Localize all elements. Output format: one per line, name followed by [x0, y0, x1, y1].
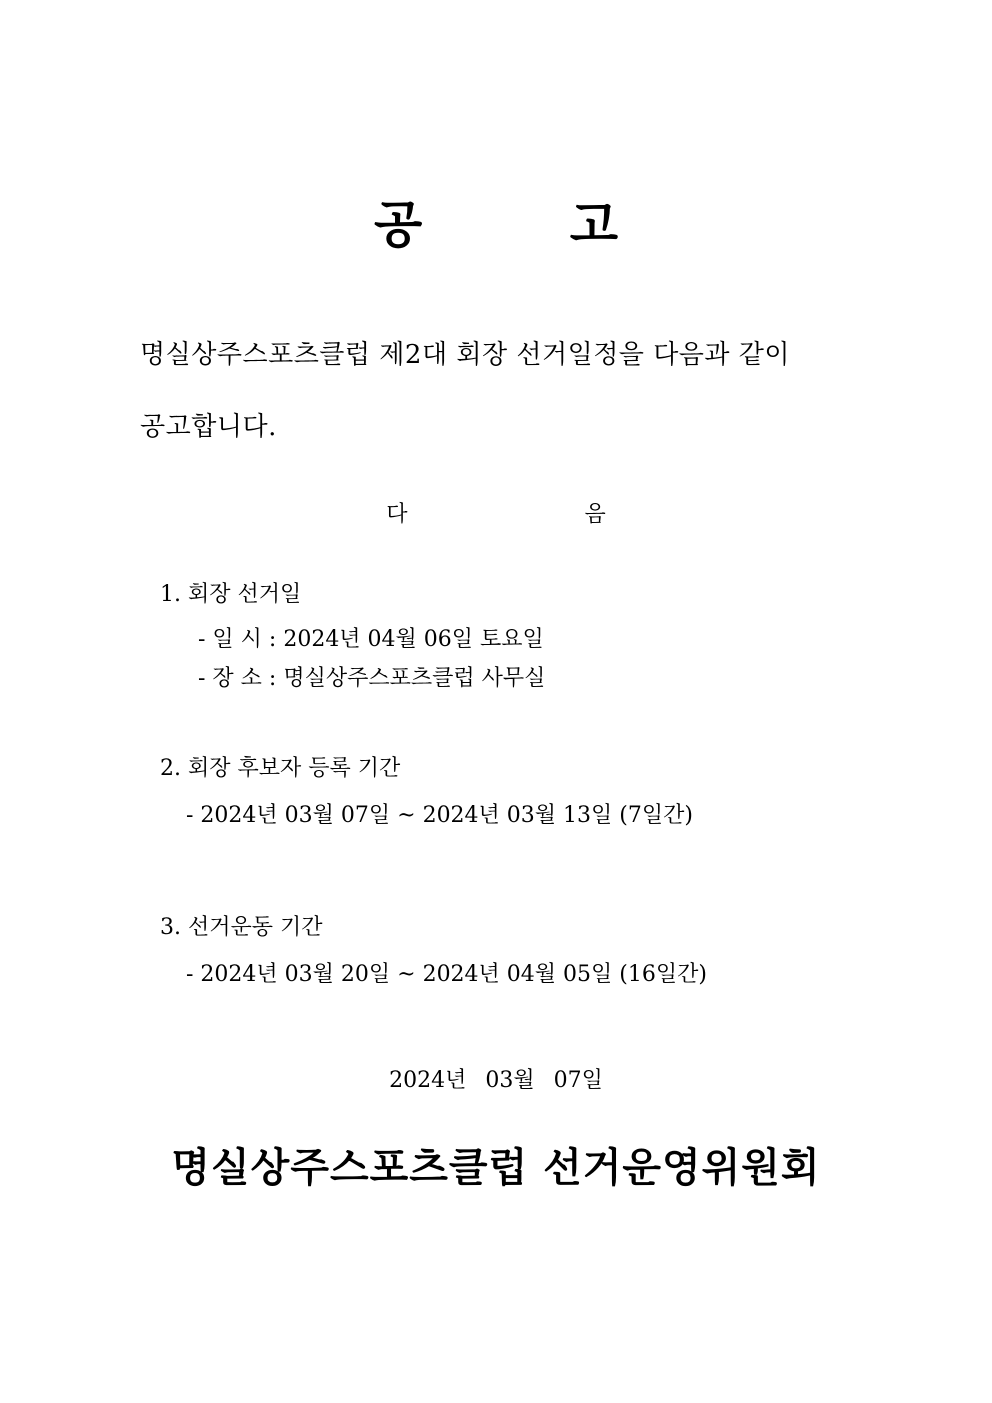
announcement-date: 2024년 03월 07일 [389, 1068, 603, 1093]
intro-line-2: 공고합니다. [140, 412, 277, 442]
item-3-line-period: - 2024년 03월 20일 ~ 2024년 04월 05일 (16일간) [186, 962, 707, 987]
item-2-heading: 2. 회장 후보자 등록 기간 [160, 756, 401, 781]
item-2-line-period: - 2024년 03월 07일 ~ 2024년 03월 13일 (7일간) [186, 803, 693, 828]
item-1-heading: 1. 회장 선거일 [160, 582, 302, 607]
page-title: 공 고 [373, 195, 618, 254]
item-3-heading: 3. 선거운동 기간 [160, 915, 323, 940]
section-marker: 다 음 [386, 502, 606, 527]
item-1-line-date: - 일 시 : 2024년 04월 06일 토요일 [198, 627, 544, 652]
intro-line-1: 명실상주스포츠클럽 제2대 회장 선거일정을 다음과 같이 [140, 340, 791, 370]
item-1-line-place: - 장 소 : 명실상주스포츠클럽 사무실 [198, 666, 546, 691]
organization-name: 명실상주스포츠클럽 선거운영위원회 [171, 1144, 821, 1191]
